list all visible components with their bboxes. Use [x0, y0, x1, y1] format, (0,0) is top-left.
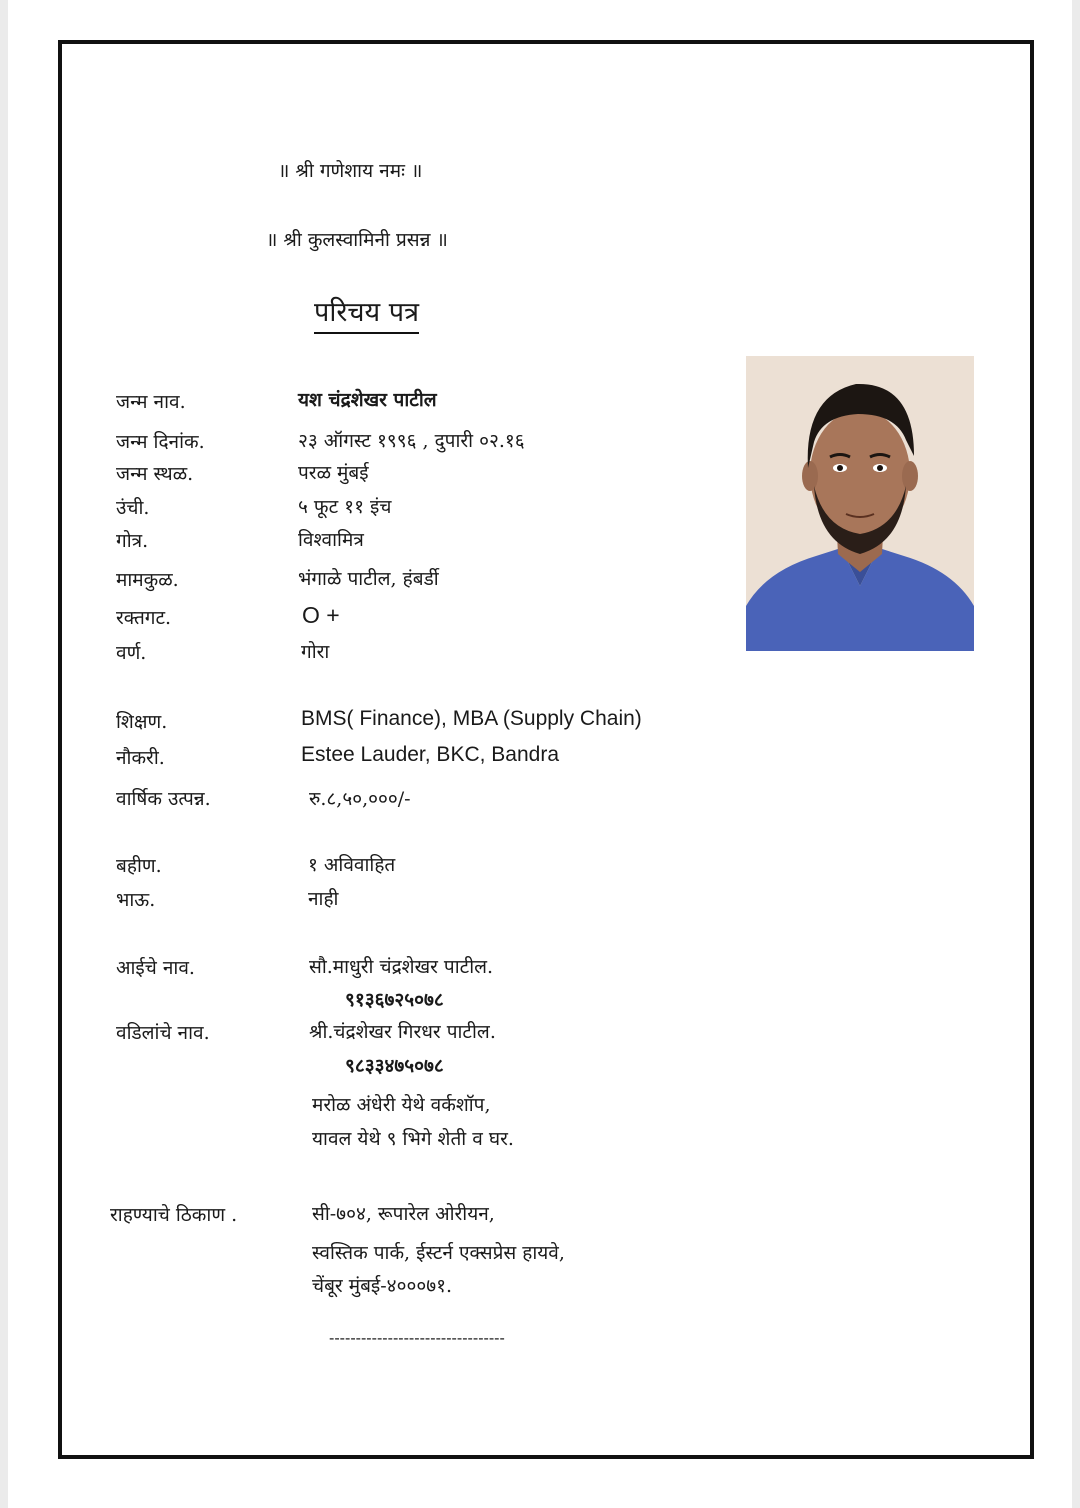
label-birth-date: जन्म दिनांक.	[116, 431, 205, 453]
label-mamkul: मामकुळ.	[116, 569, 179, 591]
value-job: Estee Lauder, BKC, Bandra	[301, 743, 559, 766]
value-address-line2: स्वस्तिक पार्क, ईस्टर्न एक्सप्रेस हायवे,	[312, 1242, 565, 1264]
value-father-phone: ९८३३४७५०७८	[345, 1055, 444, 1077]
label-sister: बहीण.	[116, 855, 162, 877]
value-complexion: गोरा	[301, 641, 330, 663]
label-gotra: गोत्र.	[116, 530, 149, 552]
value-birth-name: यश चंद्रशेखर पाटील	[298, 389, 437, 411]
profile-photo	[746, 356, 974, 651]
value-birth-place: परळ मुंबई	[298, 462, 369, 484]
footer-divider: ---------------------------------	[329, 1330, 505, 1347]
value-blood-group: O +	[302, 602, 340, 628]
label-education: शिक्षण.	[116, 711, 168, 733]
value-height: ५ फूट ११ इंच	[298, 496, 392, 518]
value-father-name: श्री.चंद्रशेखर गिरधर पाटील.	[309, 1021, 496, 1043]
value-address-line3: चेंबूर मुंबई-४०००७१.	[312, 1275, 453, 1297]
label-blood-group: रक्तगट.	[116, 607, 172, 629]
label-birth-place: जन्म स्थळ.	[116, 463, 194, 485]
invocation-ganesh: ॥ श्री गणेशाय नमः ॥	[278, 160, 423, 182]
label-income: वार्षिक उत्पन्न.	[116, 788, 211, 810]
value-birth-date: २३ ऑगस्ट १९९६ , दुपारी ०२.१६	[298, 430, 525, 452]
value-address-line1: सी-७०४, रूपारेल ओरीयन,	[312, 1203, 495, 1225]
value-education: BMS( Finance), MBA (Supply Chain)	[301, 707, 642, 730]
page-title: परिचय पत्र	[314, 292, 419, 334]
value-brother: नाही	[308, 888, 339, 910]
value-mother-name: सौ.माधुरी चंद्रशेखर पाटील.	[309, 956, 494, 978]
value-gotra: विश्वामित्र	[298, 529, 364, 551]
label-father-name: वडिलांचे नाव.	[116, 1022, 210, 1044]
value-father-property: यावल येथे ९ भिगे शेती व घर.	[312, 1128, 514, 1150]
label-complexion: वर्ण.	[116, 642, 147, 664]
label-height: उंची.	[116, 497, 150, 519]
label-mother-name: आईचे नाव.	[116, 957, 195, 979]
label-address: राहण्याचे ठिकाण .	[110, 1204, 238, 1226]
value-mamkul: भंगाळे पाटील, हंबर्डी	[298, 568, 439, 590]
value-income: रु.८,५०,०००/-	[309, 788, 411, 810]
value-mother-phone: ९१३६७२५०७८	[345, 989, 444, 1011]
label-brother: भाऊ.	[116, 889, 156, 911]
label-birth-name: जन्म नाव.	[116, 391, 186, 413]
value-sister: १ अविवाहित	[308, 854, 396, 876]
invocation-kulswamini: ॥ श्री कुलस्वामिनी प्रसन्न ॥	[266, 229, 448, 251]
value-father-work: मरोळ अंधेरी येथे वर्कशॉप,	[312, 1094, 491, 1116]
label-job: नौकरी.	[116, 747, 165, 769]
